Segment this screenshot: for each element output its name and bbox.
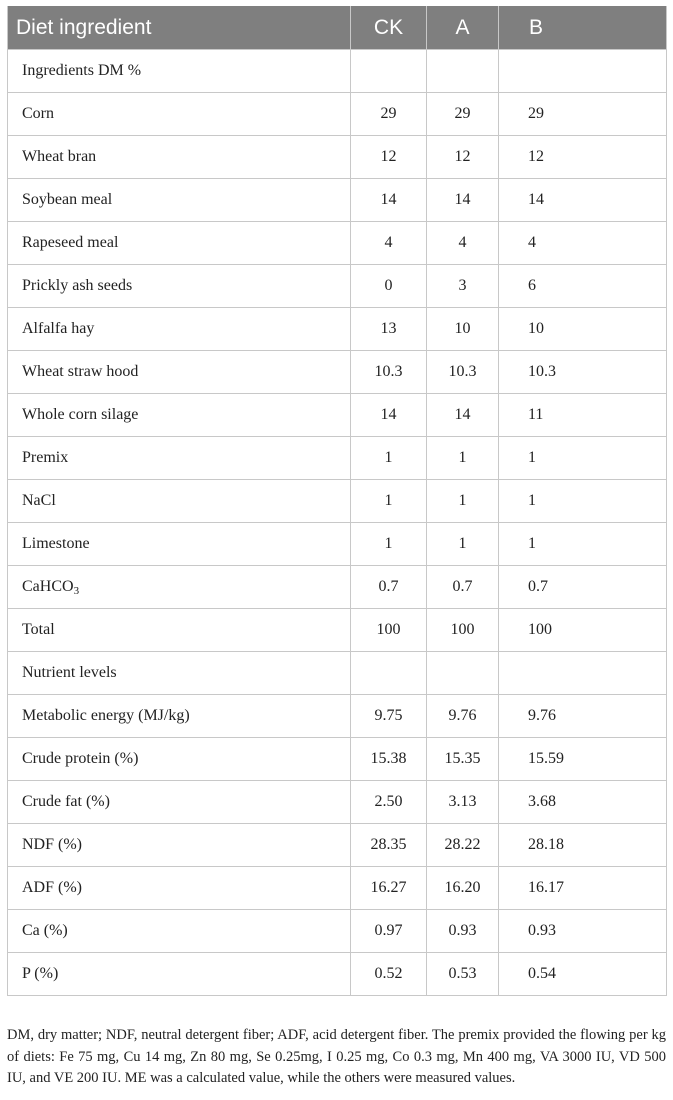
table-row [8,179,667,222]
row-label [8,480,351,523]
row-label-text: Crude fat (%) [22,793,110,810]
table-row [8,953,667,996]
cell-a: 3 [427,265,499,308]
diet-composition-table [7,6,667,996]
header-row [8,6,667,50]
cell-a: 0.93 [427,910,499,953]
row-label-text: Ingredients DM % [22,62,142,79]
cell-ck: 16.27 [351,867,427,910]
row-label [8,867,351,910]
cell-b: 0.93 [499,910,667,953]
cell-ck: 0 [351,265,427,308]
row-label [8,136,351,179]
table-row [8,523,667,566]
cell-a: 3.13 [427,781,499,824]
cell-a: 1 [427,480,499,523]
cell-b: 10 [499,308,667,351]
cell-a: 0.53 [427,953,499,996]
cell-a: 1 [427,523,499,566]
row-label-text: Wheat bran [22,148,97,165]
row-label-text: Premix [22,449,69,466]
cell-b: 1 [499,480,667,523]
table-row [8,93,667,136]
cell-a [427,50,499,93]
cell-a [427,652,499,695]
row-label [8,394,351,437]
cell-b: 3.68 [499,781,667,824]
cell-ck: 14 [351,179,427,222]
row-label [8,50,351,93]
row-label [8,609,351,652]
cell-a: 12 [427,136,499,179]
cell-b: 9.76 [499,695,667,738]
table-row [8,50,667,93]
header-diet-ingredient: Diet ingredient [8,6,351,50]
row-label [8,652,351,695]
row-label [8,265,351,308]
cell-a: 15.35 [427,738,499,781]
row-label-text: Nutrient levels [22,664,117,681]
row-label-text: Metabolic energy (MJ/kg) [22,707,190,724]
cell-b: 100 [499,609,667,652]
cell-ck: 14 [351,394,427,437]
cell-ck: 28.35 [351,824,427,867]
cell-b: 28.18 [499,824,667,867]
row-label [8,222,351,265]
cell-b: 1 [499,523,667,566]
table-footnote: DM, dry matter; NDF, neutral detergent fiber; ADF, acid detergent fiber. The premix provided the flowing per kg of diets: Fe 75 mg, Cu 14 mg, Zn 80 mg, Se 0.25mg, I 0.25 mg, Co 0.3 mg, Mn 400 mg, VA 3000 IU, VD 500 IU, and VE 200 IU. ME was a calculated value, while the others were measured values. [7,1027,666,1086]
table-row [8,222,667,265]
cell-ck: 29 [351,93,427,136]
row-label [8,566,351,609]
row-label-text: Total [22,621,55,638]
cell-b: 11 [499,394,667,437]
cell-ck: 1 [351,523,427,566]
cell-b: 6 [499,265,667,308]
table-row [8,867,667,910]
row-label-text: Whole corn silage [22,406,139,423]
row-label [8,523,351,566]
table-row [8,437,667,480]
cell-ck: 2.50 [351,781,427,824]
table-row [8,781,667,824]
table-row [8,910,667,953]
cell-a: 16.20 [427,867,499,910]
row-label [8,781,351,824]
cell-b: 0.7 [499,566,667,609]
cell-ck: 100 [351,609,427,652]
row-label [8,179,351,222]
cell-a: 100 [427,609,499,652]
cell-ck: 9.75 [351,695,427,738]
cell-ck: 10.3 [351,351,427,394]
table-row [8,308,667,351]
cell-ck: 0.52 [351,953,427,996]
cell-a: 10.3 [427,351,499,394]
row-label-subscript: 3 [73,585,80,597]
cell-ck [351,652,427,695]
cell-b: 1 [499,437,667,480]
table-row [8,265,667,308]
cell-a: 9.76 [427,695,499,738]
row-label [8,695,351,738]
cell-b [499,50,667,93]
cell-ck: 1 [351,437,427,480]
cell-b: 14 [499,179,667,222]
cell-a: 10 [427,308,499,351]
header-b: B [499,6,667,50]
cell-b: 10.3 [499,351,667,394]
row-label-text: Alfalfa hay [22,320,95,337]
cell-b: 4 [499,222,667,265]
header-a: A [427,6,499,50]
row-label-text: Corn [22,105,54,122]
row-label-text: NDF (%) [22,836,82,853]
row-label-text: Wheat straw hood [22,363,139,380]
cell-ck: 12 [351,136,427,179]
cell-ck: 0.7 [351,566,427,609]
row-label [8,308,351,351]
cell-b: 29 [499,93,667,136]
row-label [8,910,351,953]
table-row [8,394,667,437]
header-ck: CK [351,6,427,50]
row-label-text: P (%) [22,965,59,982]
cell-b: 0.54 [499,953,667,996]
table-row [8,351,667,394]
row-label [8,437,351,480]
cell-a: 4 [427,222,499,265]
cell-b: 16.17 [499,867,667,910]
table-row [8,566,667,609]
row-label-text: Ca (%) [22,922,68,939]
row-label-text: Soybean meal [22,191,113,208]
cell-a: 1 [427,437,499,480]
row-label [8,738,351,781]
cell-ck [351,50,427,93]
cell-a: 0.7 [427,566,499,609]
cell-ck: 4 [351,222,427,265]
cell-a: 29 [427,93,499,136]
table-row [8,738,667,781]
cell-b: 12 [499,136,667,179]
row-label [8,351,351,394]
table-row [8,824,667,867]
cell-a: 14 [427,179,499,222]
cell-ck: 1 [351,480,427,523]
cell-ck: 15.38 [351,738,427,781]
cell-ck: 13 [351,308,427,351]
table-row [8,609,667,652]
row-label-text: Limestone [22,535,90,552]
table-body [8,50,667,996]
row-label-text: Prickly ash seeds [22,277,133,294]
row-label [8,824,351,867]
table-row [8,652,667,695]
cell-a: 14 [427,394,499,437]
cell-a: 28.22 [427,824,499,867]
row-label [8,93,351,136]
row-label [8,953,351,996]
table-row [8,695,667,738]
cell-ck: 0.97 [351,910,427,953]
row-label-text: CaHCO [22,578,74,595]
row-label-text: Rapeseed meal [22,234,119,251]
row-label-text: Crude protein (%) [22,750,139,767]
row-label-text: NaCl [22,492,56,509]
cell-b [499,652,667,695]
table-row [8,136,667,179]
row-label-text: ADF (%) [22,879,82,896]
cell-b: 15.59 [499,738,667,781]
table-row [8,480,667,523]
